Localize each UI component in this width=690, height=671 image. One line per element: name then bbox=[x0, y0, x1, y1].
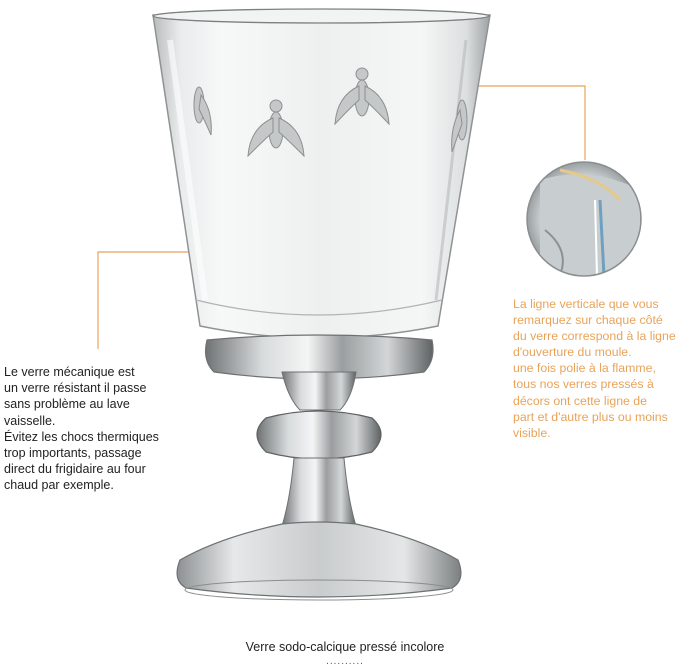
caption-dots: .......... bbox=[326, 656, 364, 667]
right-note-line: remarquez sur chaque côté bbox=[513, 313, 663, 328]
right-note-line: une fois polie à la flamme, bbox=[513, 361, 656, 376]
mold-line-detail bbox=[527, 162, 641, 290]
left-note-line: chaud par exemple. bbox=[4, 478, 114, 493]
left-note bbox=[4, 364, 204, 494]
left-note-line: vaisselle. bbox=[4, 413, 56, 428]
left-note-line: Évitez les chocs thermiques bbox=[4, 429, 159, 444]
left-note-line: trop importants, passage bbox=[4, 446, 142, 461]
left-note-line: Le verre mécanique est bbox=[4, 365, 135, 379]
left-note-line: sans problème au lave bbox=[4, 397, 130, 412]
left-note-line: un verre résistant il passe bbox=[4, 381, 147, 396]
right-note bbox=[513, 296, 688, 441]
right-note-line: tous nos verres pressés à bbox=[513, 377, 654, 392]
left-note-line: direct du frigidaire au four bbox=[4, 462, 146, 477]
glass-stem bbox=[257, 372, 381, 526]
glass-bowl bbox=[153, 9, 490, 338]
glass-foot bbox=[177, 522, 461, 600]
product-caption: Verre sodo-calcique pressé incolore bbox=[245, 640, 445, 654]
right-note-line: visible. bbox=[513, 425, 551, 440]
right-note-line: d'ouverture du moule. bbox=[513, 345, 632, 360]
right-note-line: décors ont cette ligne de bbox=[513, 393, 647, 408]
right-note-line: La ligne verticale que vous bbox=[513, 297, 659, 311]
right-note-line: du verre correspond à la ligne bbox=[513, 329, 676, 344]
right-note-line: part et d'autre plus ou moins bbox=[513, 409, 668, 424]
